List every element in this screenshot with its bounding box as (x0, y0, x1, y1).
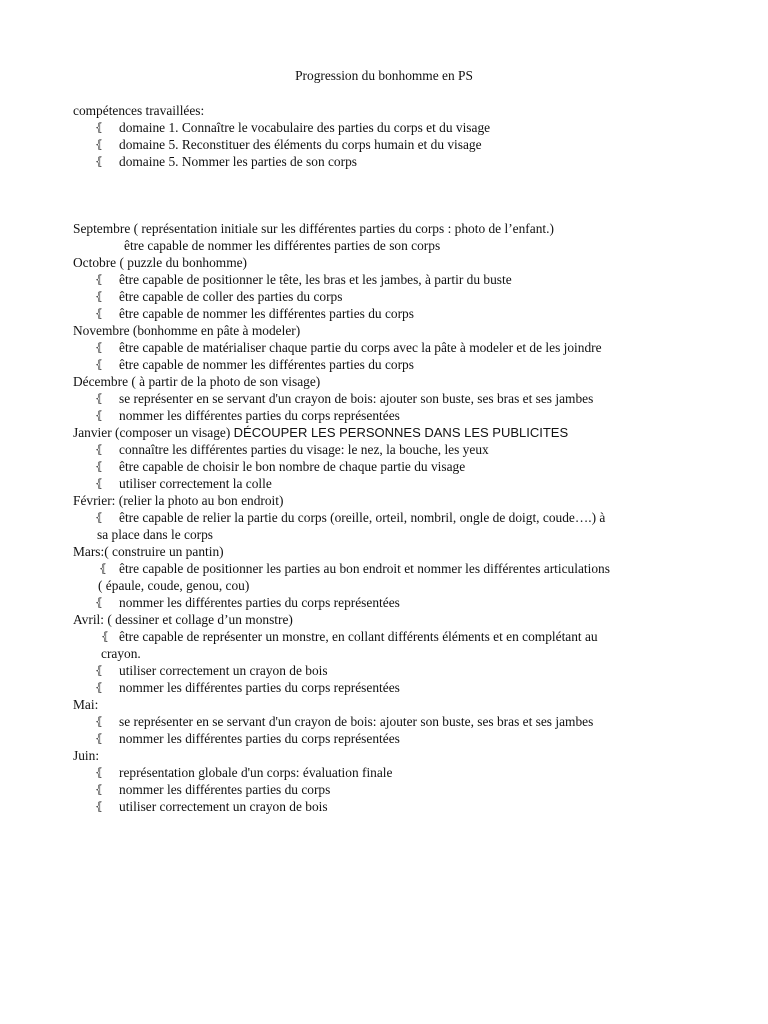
bullet-icon: ⦃ (95, 477, 104, 490)
list-item: ⦃ représentation globale d'un corps: évaluation finale (95, 765, 393, 780)
progression-section (73, 220, 703, 815)
list-item: ⦃ être capable de relier la partie du corps (oreille, orteil, nombril, ongle de doigt, coude….) à (95, 510, 606, 525)
list-item: ⦃ se représenter en se servant d'un crayon de bois: ajouter son buste, ses bras et ses jambes (95, 714, 594, 729)
list-item: ⦃ être capable de positionner les parties au bon endroit et nommer les différentes articulations (99, 561, 610, 576)
month-heading-septembre: Septembre ( représentation initiale sur les différentes parties du corps : photo de l’enfant.) (73, 221, 554, 236)
list-item: ⦃ nommer les différentes parties du corps représentées (95, 408, 400, 423)
list-item: ⦃ utiliser correctement un crayon de bois (95, 799, 328, 814)
list-item: ⦃ nommer les différentes parties du corps représentées (95, 731, 400, 746)
list-item: ⦃ nommer les différentes parties du corps représentées (95, 680, 400, 695)
list-item: ⦃ être capable de positionner le tête, les bras et les jambes, à partir du buste (95, 272, 512, 287)
month-heading-fevrier: Février: (relier la photo au bon endroit) (73, 493, 284, 508)
list-item: ⦃ nommer les différentes parties du corps représentées (95, 595, 400, 610)
competence-item: ⦃ domaine 1. Connaître le vocabulaire des parties du corps et du visage (95, 120, 491, 135)
list-item-continuation: ( épaule, coude, genou, cou) (98, 578, 250, 593)
month-heading-janvier: Janvier (composer un visage) DÉCOUPER LES PERSONNES DANS LES PUBLICITES (73, 425, 569, 440)
list-item: ⦃ se représenter en se servant d'un crayon de bois: ajouter son buste, ses bras et ses jambes (95, 391, 594, 406)
bullet-icon: ⦃ (101, 630, 110, 643)
list-item: ⦃ connaître les différentes parties du visage: le nez, la bouche, les yeux (95, 442, 489, 457)
list-item: ⦃ être capable de nommer les différentes parties du corps (95, 357, 414, 372)
month-heading-octobre: Octobre ( puzzle du bonhomme) (73, 255, 248, 270)
bullet-icon: ⦃ (95, 800, 104, 813)
bullet-icon: ⦃ (95, 392, 104, 405)
list-item: ⦃ être capable de matérialiser chaque partie du corps avec la pâte à modeler et de les joindre (95, 340, 602, 355)
bullet-icon: ⦃ (95, 664, 104, 677)
bullet-icon: ⦃ (95, 681, 104, 694)
competence-item: ⦃ domaine 5. Nommer les parties de son corps (95, 154, 357, 169)
janvier-caps-note: DÉCOUPER LES PERSONNES DANS LES PUBLICITES (233, 425, 569, 440)
list-item: ⦃ être capable de représenter un monstre, en collant différents éléments et en complétant au (101, 629, 598, 644)
bullet-icon: ⦃ (95, 138, 104, 151)
bullet-icon: ⦃ (95, 511, 104, 524)
month-heading-novembre: Novembre (bonhomme en pâte à modeler) (73, 323, 301, 338)
month-heading-avril: Avril: ( dessiner et collage d’un monstre) (73, 612, 293, 627)
list-item-continuation: sa place dans le corps (97, 527, 214, 542)
bullet-icon: ⦃ (95, 273, 104, 286)
bullet-icon: ⦃ (95, 341, 104, 354)
list-item: ⦃ être capable de coller des parties du corps (95, 289, 343, 304)
competences-section (73, 102, 703, 170)
bullet-icon: ⦃ (95, 460, 104, 473)
bullet-icon: ⦃ (95, 358, 104, 371)
competences-heading: compétences travaillées: (73, 103, 205, 118)
month-heading-decembre: Décembre ( à partir de la photo de son visage) (73, 374, 321, 389)
month-heading-juin: Juin: (73, 748, 100, 763)
list-item: ⦃ être capable de nommer les différentes parties du corps (95, 306, 414, 321)
bullet-icon: ⦃ (95, 409, 104, 422)
bullet-icon: ⦃ (95, 732, 104, 745)
bullet-icon: ⦃ (95, 121, 104, 134)
competence-item: ⦃ domaine 5. Reconstituer des éléments du corps humain et du visage (95, 137, 482, 152)
document-title: Progression du bonhomme en PS (295, 68, 473, 83)
list-item-continuation: crayon. (101, 646, 141, 661)
bullet-icon: ⦃ (95, 715, 104, 728)
list-item: ⦃ utiliser correctement un crayon de bois (95, 663, 328, 678)
list-item: ⦃ nommer les différentes parties du corps (95, 782, 331, 797)
bullet-icon: ⦃ (95, 783, 104, 796)
list-item: ⦃ utiliser correctement la colle (95, 476, 272, 491)
month-heading-mars: Mars:( construire un pantin) (73, 544, 224, 559)
month-heading-mai: Mai: (73, 697, 99, 712)
bullet-icon: ⦃ (95, 596, 104, 609)
bullet-icon: ⦃ (95, 443, 104, 456)
bullet-icon: ⦃ (95, 766, 104, 779)
bullet-icon: ⦃ (95, 307, 104, 320)
bullet-icon: ⦃ (95, 155, 104, 168)
list-item: ⦃ être capable de choisir le bon nombre de chaque partie du visage (95, 459, 466, 474)
bullet-icon: ⦃ (99, 562, 108, 575)
bullet-icon: ⦃ (95, 290, 104, 303)
month-line: être capable de nommer les différentes parties de son corps (124, 238, 441, 253)
